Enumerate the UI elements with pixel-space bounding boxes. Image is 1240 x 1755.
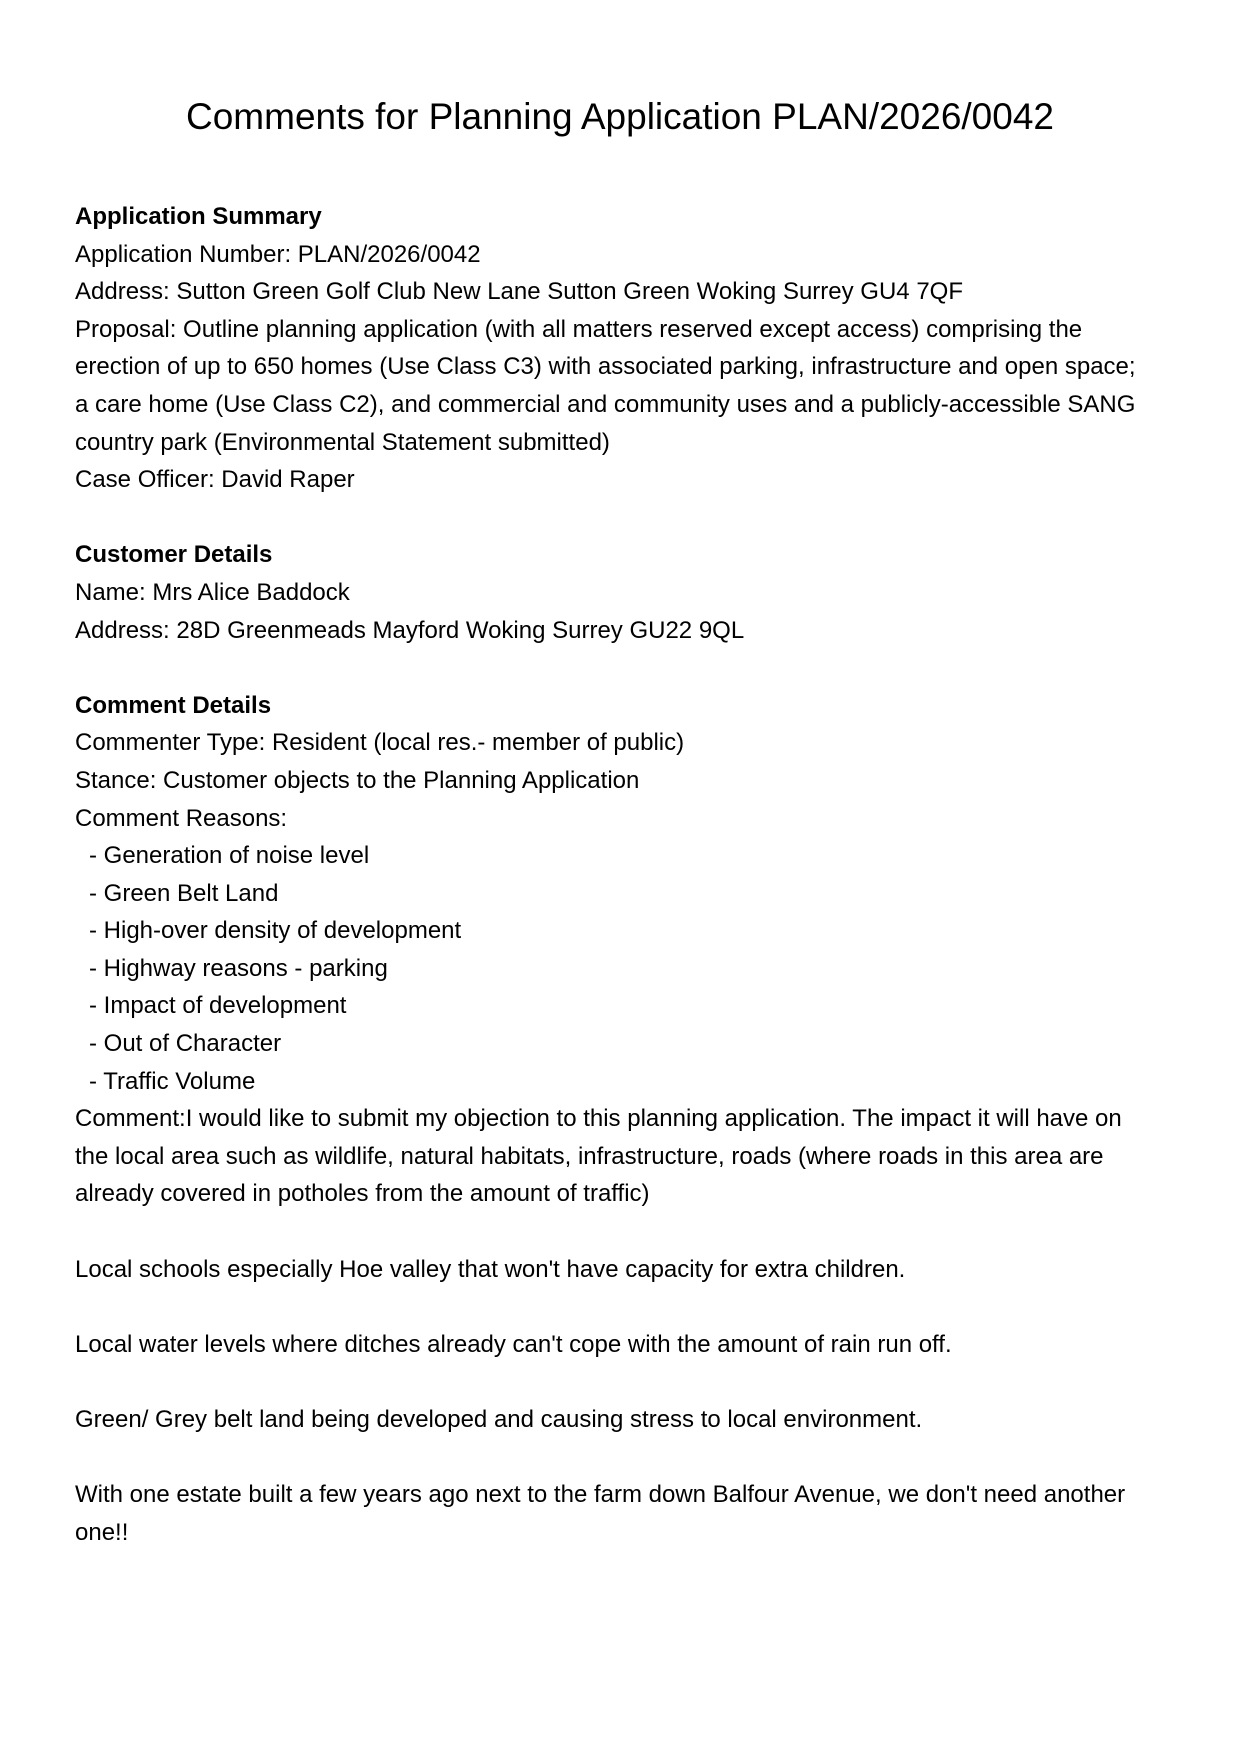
commenter-type: Commenter Type: Resident (local res.- member of public)	[75, 729, 685, 757]
application-number: Application Number: PLAN/2026/0042	[75, 240, 481, 268]
comment-paragraph: Local schools especially Hoe valley that won't have capacity for extra children.	[75, 1255, 906, 1283]
comment-paragraph: Comment:I would like to submit my objection to this planning application. The impact it will have on the local area such as wildlife, natural habitats, infrastructure, roads (where roads in this area are already covered in potholes from the amount of traffic)	[75, 1105, 1122, 1208]
page-title: Comments for Planning Application PLAN/2026/0042	[186, 96, 1054, 137]
customer-name: Name: Mrs Alice Baddock	[75, 578, 350, 606]
comment-paragraph: With one estate built a few years ago next to the farm down Balfour Avenue, we don't need another one!!	[75, 1481, 1126, 1546]
list-item: - Out of Character	[89, 1030, 282, 1058]
customer-details-section	[75, 536, 1155, 649]
comment-paragraph: Local water levels where ditches already can't cope with the amount of rain run off.	[75, 1330, 952, 1358]
list-item: - Generation of noise level	[89, 842, 370, 870]
comment-details-section	[75, 687, 1155, 1552]
stance: Stance: Customer objects to the Planning Application	[75, 766, 640, 794]
comment-details-heading: Comment Details	[75, 691, 272, 719]
list-item: - Impact of development	[89, 992, 347, 1020]
comment-paragraph: Green/ Grey belt land being developed and causing stress to local environment.	[75, 1406, 923, 1433]
list-item: - Green Belt Land	[89, 879, 279, 907]
list-item: - Traffic Volume	[89, 1067, 256, 1095]
application-proposal: Proposal: Outline planning application (with all matters reserved except access) comprising the erection of up to 650 homes (Use Class C3) with associated parking, infrastructure and open space; a care home (Use Class C2), and commercial and community uses and a publicly-accessible SANG country park (Environmental Statement submitted)	[75, 315, 1136, 456]
application-summary-heading: Application Summary	[75, 203, 322, 230]
document-content	[75, 198, 1155, 1589]
application-summary-section	[75, 198, 1155, 499]
comment-reasons-label: Comment Reasons:	[75, 804, 288, 832]
case-officer: Case Officer: David Raper	[75, 466, 355, 494]
application-address: Address: Sutton Green Golf Club New Lane Sutton Green Woking Surrey GU4 7QF	[75, 278, 963, 306]
list-item: - Highway reasons - parking	[89, 954, 388, 982]
list-item: - High-over density of development	[89, 917, 462, 945]
customer-address: Address: 28D Greenmeads Mayford Woking Surrey GU22 9QL	[75, 616, 745, 644]
customer-details-heading: Customer Details	[75, 541, 273, 569]
comment-reasons-list	[75, 837, 1155, 1100]
